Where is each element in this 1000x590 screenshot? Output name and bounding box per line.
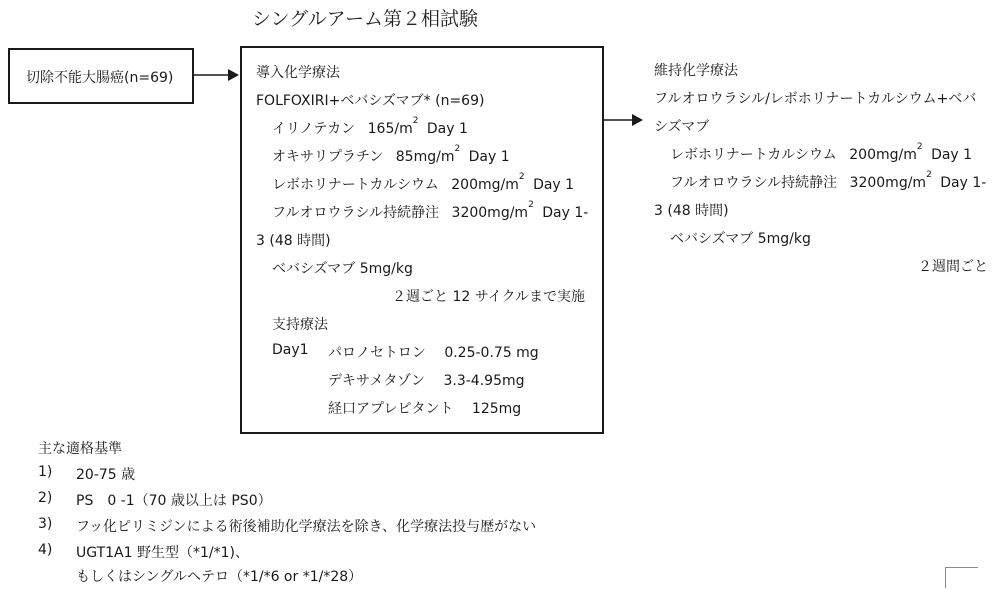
maintenance-fu-continued: 3 (48 時間) bbox=[654, 203, 729, 219]
support-drug-dose: 3.3-4.95mg bbox=[443, 373, 525, 389]
drug-dose: 3200mg/m bbox=[451, 205, 529, 221]
criteria-item-continuation: もしくはシングルヘテロ（*1/*6 or *1/*28） bbox=[76, 569, 363, 585]
induction-drug-row bbox=[272, 174, 574, 194]
maintenance-bevacizumab: ベバシズマブ 5mg/kg bbox=[670, 231, 811, 247]
induction-drug-row bbox=[272, 118, 468, 138]
drug-day: Day 1 bbox=[533, 177, 575, 193]
criteria-item-number: 1) bbox=[38, 464, 53, 480]
criteria-item-number: 4) bbox=[38, 542, 53, 558]
criteria-item-number: 2) bbox=[38, 490, 53, 506]
population-box bbox=[8, 48, 194, 104]
support-drug-name: デキサメタゾン bbox=[328, 373, 426, 389]
drug-day: Day 1 bbox=[931, 147, 973, 163]
arrow-to-maintenance bbox=[604, 113, 644, 127]
drug-name: イリノテカン bbox=[272, 121, 356, 137]
criteria-heading: 主な適格基準 bbox=[38, 441, 122, 457]
maintenance-cycle-note: ２週間ごと bbox=[918, 259, 988, 275]
drug-name: フルオロウラシル持続静注 bbox=[670, 175, 838, 191]
support-heading: 支持療法 bbox=[272, 317, 328, 333]
drug-name: フルオロウラシル持続静注 bbox=[272, 205, 440, 221]
maintenance-regimen-line2: シズマブ bbox=[654, 119, 710, 135]
maintenance-drug-row bbox=[670, 172, 986, 192]
support-drug-dose: 0.25-0.75 mg bbox=[444, 345, 539, 361]
support-drug-name: パロノセトロン bbox=[328, 345, 426, 361]
drug-name: レボホリナートカルシウム bbox=[272, 177, 439, 193]
dose-superscript: 2 bbox=[412, 116, 419, 126]
criteria-item-text: フッ化ピリミジンによる術後補助化学療法を除き、化学療法投与歴がない bbox=[76, 519, 537, 535]
drug-dose: 200mg/m bbox=[451, 177, 519, 193]
drug-day: Day 1 bbox=[426, 121, 468, 137]
drug-name: レボホリナートカルシウム bbox=[670, 147, 837, 163]
maintenance-regimen-line1: フルオロウラシル/レボホリナートカルシウム+ベバ bbox=[654, 91, 977, 107]
drug-day: Day 1- bbox=[940, 175, 987, 191]
support-drug-name: 経口アプレピタント bbox=[328, 401, 454, 417]
induction-heading: 導入化学療法 bbox=[256, 65, 340, 81]
drug-day: Day 1- bbox=[542, 205, 589, 221]
drug-name: オキサリプラチン bbox=[272, 149, 384, 165]
induction-drug-row bbox=[272, 146, 510, 166]
drug-dose: 200mg/m bbox=[849, 147, 917, 163]
support-drug-dose: 125mg bbox=[471, 401, 522, 417]
drug-dose: 165/m bbox=[367, 121, 413, 137]
criteria-item-number: 3) bbox=[38, 516, 53, 532]
maintenance-heading: 維持化学療法 bbox=[654, 63, 738, 79]
support-drug-row bbox=[328, 370, 525, 390]
arrow-to-induction bbox=[194, 68, 240, 82]
corner-mark bbox=[945, 567, 978, 588]
criteria-item-text: PS 0 -1（70 歳以上は PS0） bbox=[76, 493, 272, 509]
dose-superscript: 2 bbox=[518, 172, 525, 182]
dose-superscript: 2 bbox=[528, 200, 534, 210]
induction-box bbox=[240, 46, 604, 434]
criteria-item-text: UGT1A1 野生型（*1/*1)、 bbox=[76, 545, 249, 561]
induction-cycle-note: ２週ごと 12 サイクルまで実施 bbox=[392, 289, 586, 305]
maintenance-drug-row bbox=[670, 144, 972, 164]
drug-day: Day 1 bbox=[468, 149, 510, 165]
criteria-item-text: 20-75 歳 bbox=[76, 467, 136, 483]
induction-bevacizumab: ベバシズマブ 5mg/kg bbox=[272, 261, 413, 277]
support-drug-row bbox=[328, 342, 539, 362]
induction-drug-row bbox=[272, 202, 588, 222]
induction-regimen: FOLFOXIRI+ベバシズマブ* (n=69) bbox=[256, 93, 485, 109]
dose-superscript: 2 bbox=[916, 142, 923, 152]
support-day1-label: Day1 bbox=[272, 342, 309, 358]
induction-fu-continued: 3 (48 時間) bbox=[256, 233, 331, 249]
drug-dose: 85mg/m bbox=[395, 149, 455, 165]
dose-superscript: 2 bbox=[926, 170, 932, 180]
diagram-title: シングルアーム第２相試験 bbox=[252, 8, 479, 30]
drug-dose: 3200mg/m bbox=[849, 175, 927, 191]
support-drug-row bbox=[328, 398, 521, 418]
population-label: 切除不能大腸癌(n=69) bbox=[26, 70, 174, 86]
dose-superscript: 2 bbox=[454, 144, 461, 154]
